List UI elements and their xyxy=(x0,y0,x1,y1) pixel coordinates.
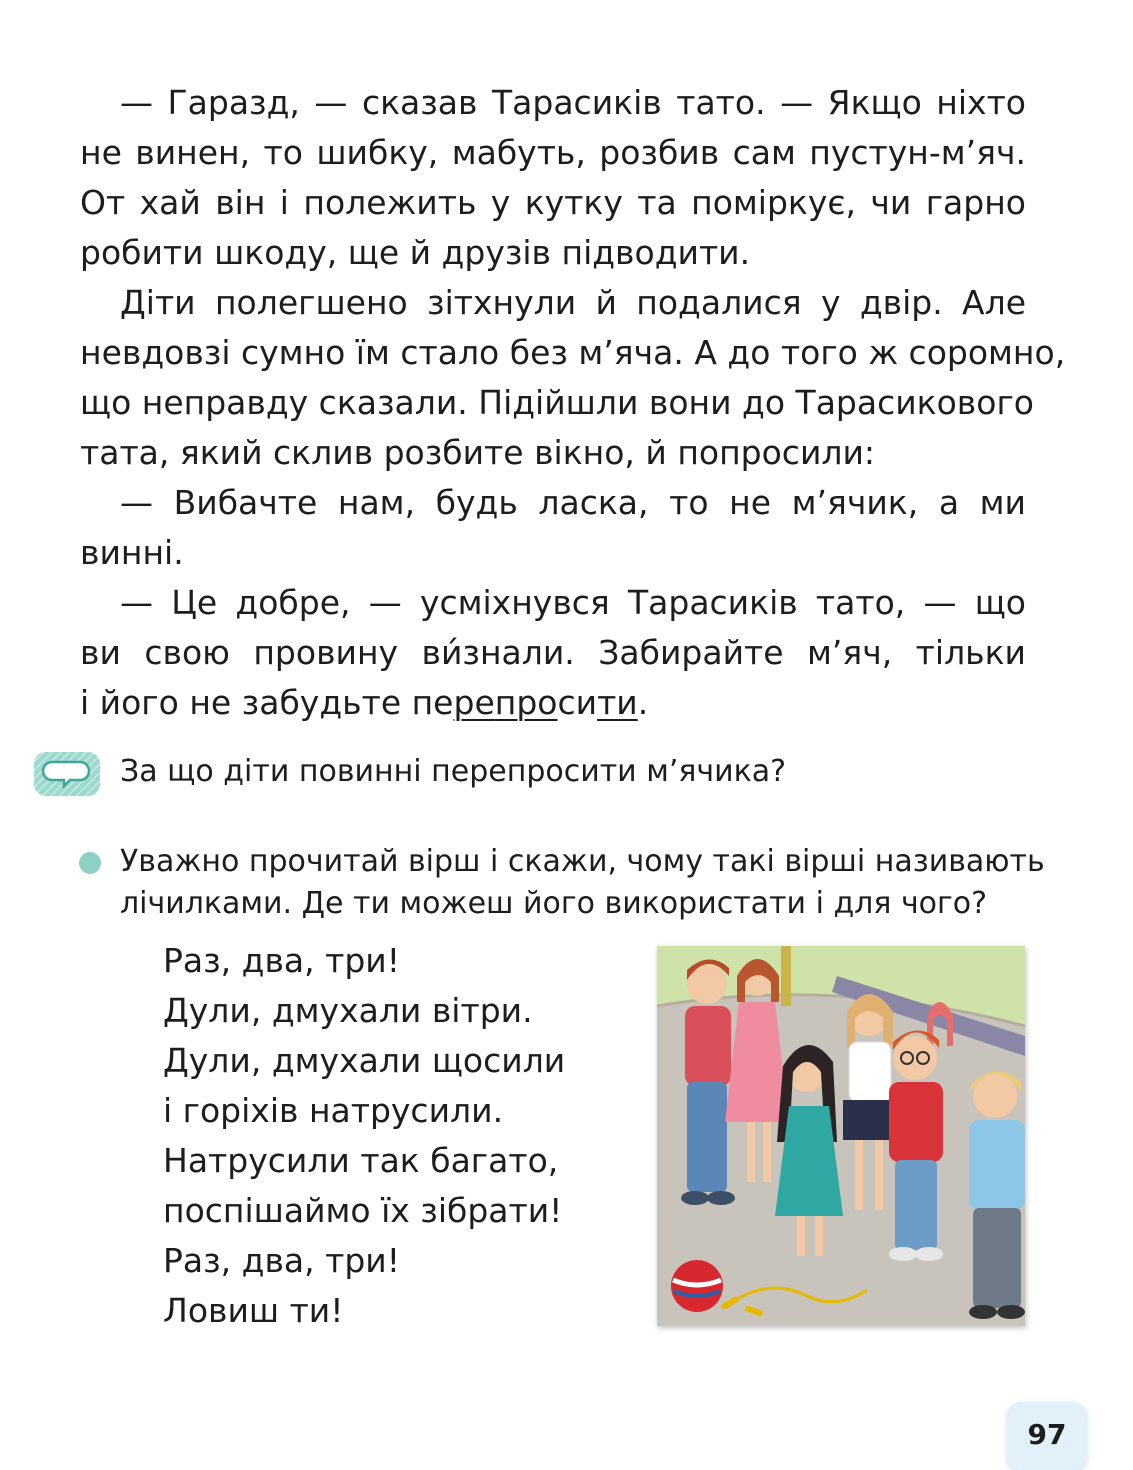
poem-line: поспішаймо їх зібрати! xyxy=(163,1191,563,1230)
story-line: От хай він і полежить у кутку та поміркує, чи гарно xyxy=(80,183,1026,222)
story-line: Діти полегшено зітхнули й подалися у двір. Але xyxy=(120,283,1026,322)
story-line: невдовзі сумно їм стало без м’яча. А до того ж соромно, xyxy=(80,333,1066,372)
story-text-fragment: . xyxy=(637,683,649,722)
illustration-drawing xyxy=(657,946,1025,1326)
syllable: про xyxy=(494,683,558,722)
story-line: — Гаразд, — сказав Тарасиків тато. — Якщо ніхто xyxy=(120,83,1026,122)
syllable: ре xyxy=(453,683,495,722)
poem-line: Дули, дмухали вітри. xyxy=(163,991,533,1030)
story-line: що неправду сказали. Підійшли вони до Тарасикового xyxy=(80,383,1034,422)
story-last-line xyxy=(80,682,1026,724)
poem-line: Натрусили так багато, xyxy=(163,1141,559,1180)
syllable: ти xyxy=(597,683,638,722)
story-text-fragment: і його не забудьте пе xyxy=(80,683,454,722)
poem-line: Ловиш ти! xyxy=(163,1291,344,1330)
poem-line: Раз, два, три! xyxy=(163,1241,400,1280)
poem-line: Дули, дмухали щосили xyxy=(163,1041,566,1080)
page-number: 97 xyxy=(1027,1418,1067,1451)
story-line: тата, який склив розбите вікно, й попросили: xyxy=(80,433,876,472)
story-line: — Це добре, — усміхнувся Тарасиків тато, — що xyxy=(120,583,1026,622)
story-line: — Вибачте нам, будь ласка, то не м’ячик, а ми xyxy=(120,483,1026,522)
speech-bubble-icon xyxy=(30,748,104,800)
poem-line: і горіхів натрусили. xyxy=(163,1091,504,1130)
task-line: лічилками. Де ти можеш його використати і для чого? xyxy=(120,886,988,921)
question-text: За що діти повинні перепросити м’ячика? xyxy=(120,754,787,789)
story-line: ви свою провину ви́знали. Забирайте м’яч, тільки xyxy=(80,633,1026,672)
poem-line: Раз, два, три! xyxy=(163,941,400,980)
children-playground-illustration xyxy=(657,946,1025,1326)
story-line: винні. xyxy=(80,533,184,572)
story-line: не винен, то шибку, мабуть, розбив сам пустун-м’яч. xyxy=(80,133,1026,172)
bullet-dot-icon xyxy=(79,852,101,874)
story-line: робити шкоду, ще й друзів підводити. xyxy=(80,233,751,272)
syllable: си xyxy=(557,683,598,722)
task-line: Уважно прочитай вірш і скажи, чому такі вірші називають xyxy=(120,844,1045,879)
